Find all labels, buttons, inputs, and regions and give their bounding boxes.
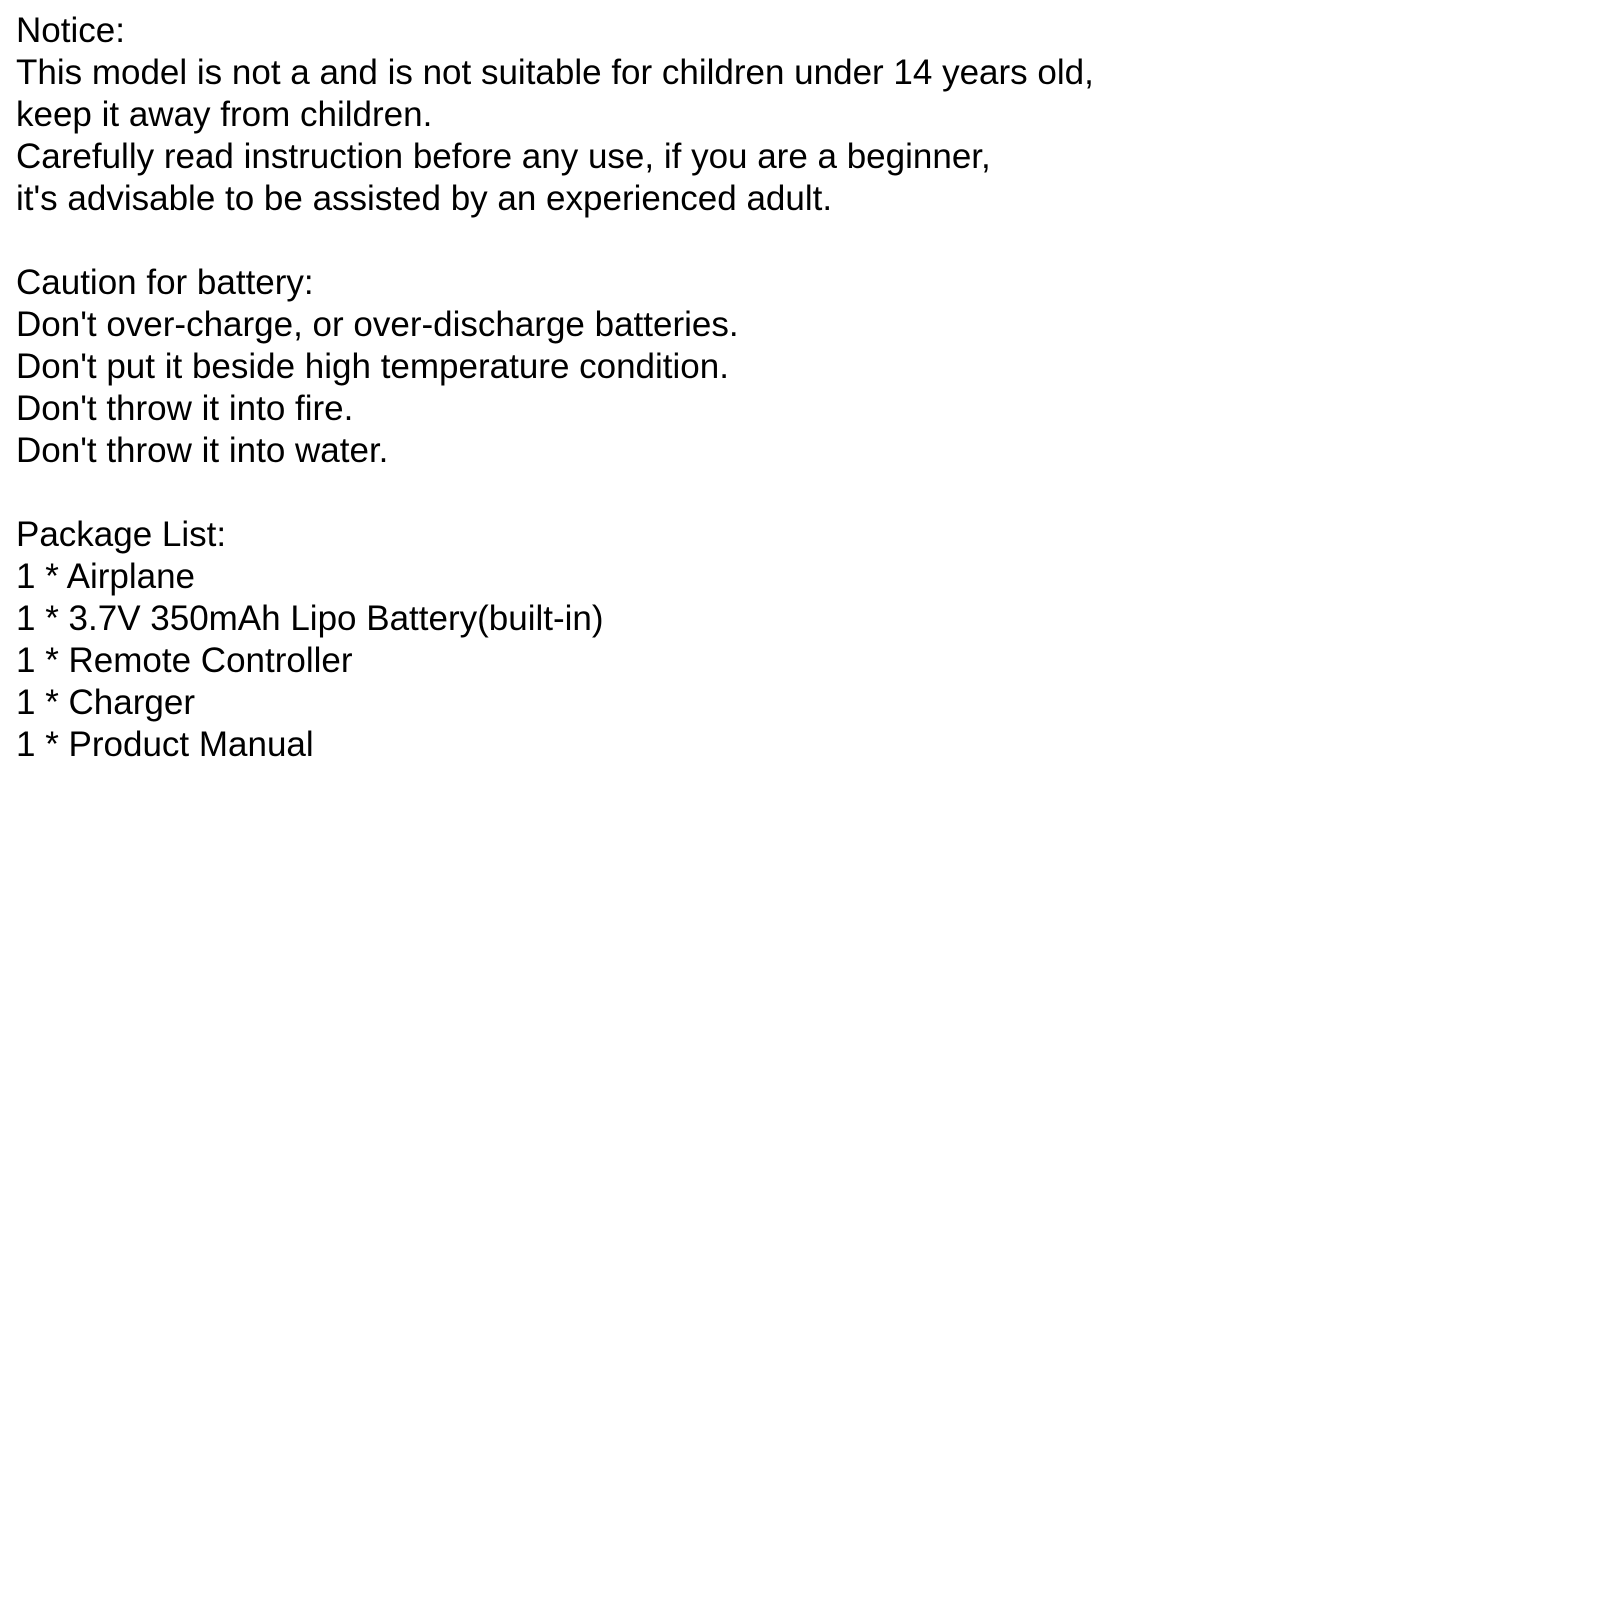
package-list-item: 1 * Charger xyxy=(16,683,195,722)
notice-section xyxy=(16,10,1576,220)
notice-line: Carefully read instruction before any use, if you are a beginner, xyxy=(16,137,991,176)
battery-caution-line: Don't put it beside high temperature condition. xyxy=(16,347,729,386)
notice-line: it's advisable to be assisted by an experienced adult. xyxy=(16,179,833,218)
package-list-item: 1 * Product Manual xyxy=(16,725,314,764)
package-list-section xyxy=(16,514,1576,766)
notice-line: keep it away from children. xyxy=(16,95,433,134)
document-body xyxy=(16,10,1576,766)
battery-caution-section xyxy=(16,262,1576,472)
notice-line: This model is not a and is not suitable for children under 14 years old, xyxy=(16,53,1094,92)
battery-caution-line: Don't over-charge, or over-discharge batteries. xyxy=(16,305,739,344)
battery-caution-line: Don't throw it into fire. xyxy=(16,389,354,428)
notice-heading: Notice: xyxy=(16,11,125,50)
battery-caution-line: Don't throw it into water. xyxy=(16,431,389,470)
package-list-item: 1 * Remote Controller xyxy=(16,641,353,680)
package-list-heading: Package List: xyxy=(16,515,227,554)
battery-caution-heading: Caution for battery: xyxy=(16,263,314,302)
package-list-item: 1 * 3.7V 350mAh Lipo Battery(built-in) xyxy=(16,599,604,638)
package-list-item: 1 * Airplane xyxy=(16,557,196,596)
